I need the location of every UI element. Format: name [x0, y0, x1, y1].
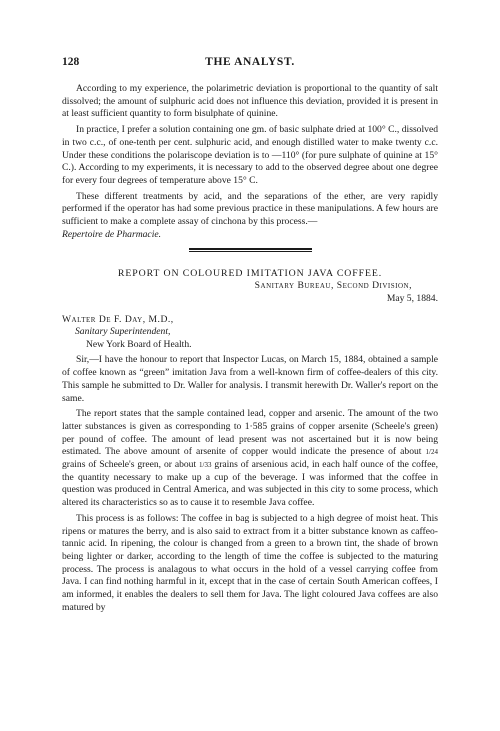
section-divider [189, 248, 312, 252]
fraction: 1/24 [425, 448, 438, 457]
dateline-office: Sanitary Bureau, Second Division, [254, 280, 412, 292]
article-title: REPORT ON COLOURED IMITATION JAVA COFFEE. [117, 268, 383, 280]
page-content [62, 83, 438, 614]
paragraph [62, 191, 438, 242]
paragraph: According to my experience, the polarimetric deviation is proportional to the quantity of salt dissolved; the amount of sulphuric acid does not influence this deviation, provided it is present in at least sufficient quantity to form bisulphate of quinine. [62, 83, 438, 120]
page-number: 128 [62, 56, 80, 68]
fraction: 1/33 [199, 461, 212, 470]
source-citation: Repertoire de Pharmacie. [62, 228, 162, 240]
paragraph: Sir,—I have the honour to report that Inspector Lucas, on March 15, 1884, obtained a sample of coffee known as “green” imitation Java from a well-known firm of coffee-dealers of this city. This sample he submitted to Dr. Waller for analysis. I transmit herewith Dr. Waller's report on the same. [62, 354, 438, 404]
dateline-date: May 5, 1884. [386, 293, 438, 305]
paragraph: This process is as follows: The coffee in bag is subjected to a high degree of moist heat. This ripens or matures the berry, and is also said to extract from it a bitter substance known as caffeo-tannic acid. In ripening, the colour is changed from a green to a brown tint, the shade of brown being lighter or darker, according to the length of time the coffee is subjected to the maturing process. The process is analagous to what occurs in the hold of a vessel carrying coffee from Java. I can find nothing harmful in it, except that in the case of certain South American coffees, I am informed, it enables the dealers to sell them for Java. The light coloured Java coffees are also matured by [62, 512, 438, 613]
addressee-org: New York Board of Health. [86, 338, 192, 350]
addressee-name: Walter De F. Day, M.D., [62, 313, 174, 325]
addressee-title: Sanitary Superintendent, [75, 326, 171, 338]
paragraph: The report states that the sample contained lead, copper and arsenic. The amount of the two latter substances is given as corresponding to 1·585 grains of copper arsenite (Scheele's green) per pound of coffee. The amount of lead present was not ascertained but it is now being estimated. The above amount of arsenite of copper would indicate the presence of about 1/24 grains of Scheele's green, or about 1/33 grains of arsenious acid, in each half ounce of the coffee, the quantity necessary to make up a cup of the beverage. I was informed that the coffee in question was produced in Central America, and was subjected in this city to some process, which altered its characteristics so as to cause it to resemble Java coffee. [62, 408, 439, 509]
page-header [62, 56, 438, 72]
paragraph-text: These different treatments by acid, and the separations of the ether, are very rapidly performed if the operator has had some previous practice in these manipulations. A few hours are sufficient to make a complete assay of cinchona by this process.— [62, 190, 438, 228]
paragraph: In practice, I prefer a solution containing one gm. of basic sulphate dried at 100° C., dissolved in two c.c., of one-tenth per cent. sulphuric acid, and enough distilled water to make twenty c.c. Under these conditions the polariscope deviation is to —110° (for pure sulphate of quinine at 15° C.). According to my experiments, it is necessary to add to the observed degree about one degree for every four degrees of temperature above 15° C. [62, 124, 438, 186]
running-head: THE ANALYST. [205, 56, 295, 68]
